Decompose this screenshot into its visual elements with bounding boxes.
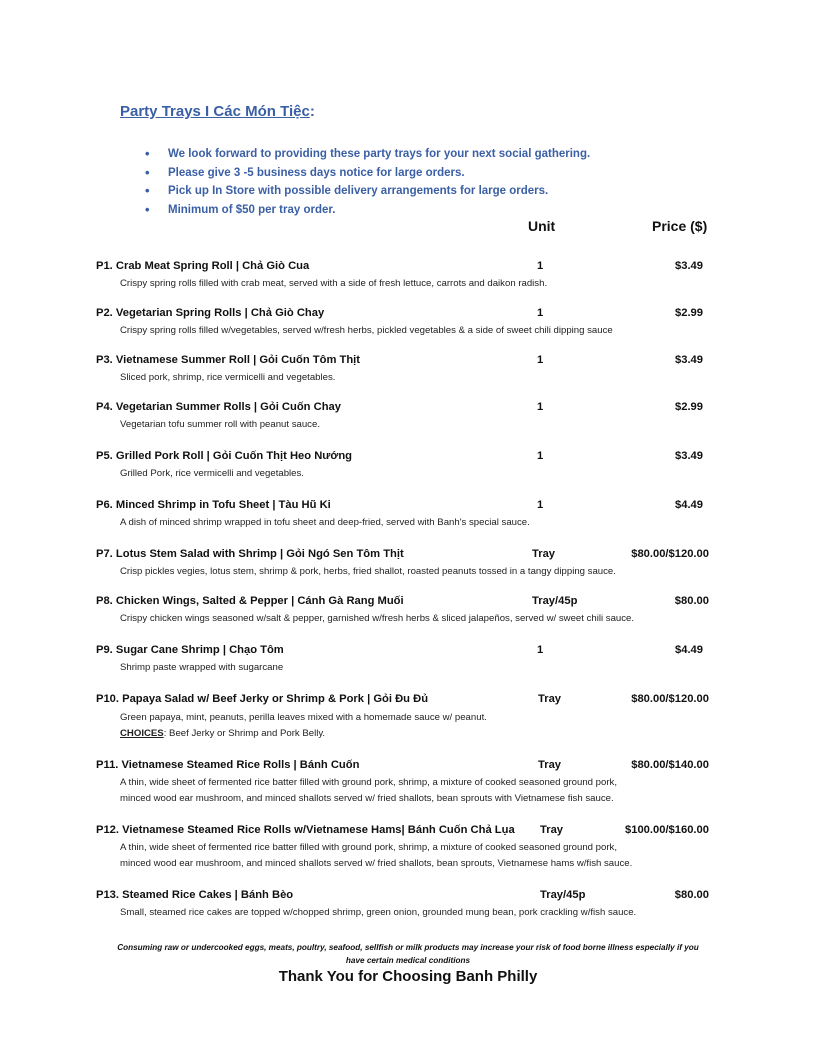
item-price: $2.99 [675, 401, 703, 413]
item-price: $4.49 [675, 499, 703, 511]
item-description: Crispy chicken wings seasoned w/salt & pepper, garnished w/fresh herbs & sliced jalapeños, served w/ sweet chili sauce. [120, 613, 635, 624]
item-description: minced wood ear mushroom, and minced shallots served w/ fried shallots, bean sprouts with Vietnamese fish sauce. [120, 793, 614, 804]
note-item: • We look forward to providing these party trays for your next social gathering. [145, 145, 590, 164]
item-unit: Tray [540, 824, 564, 836]
page-title [120, 103, 315, 120]
item-price: $3.49 [675, 260, 703, 272]
item-description: Vegetarian tofu summer roll with peanut sauce. [120, 419, 320, 430]
item-unit: 1 [537, 354, 544, 366]
item-unit: 1 [537, 499, 544, 511]
item-description: A thin, wide sheet of fermented rice batter filled with ground pork, shrimp, a mixture of cooked seasoned ground pork, [120, 842, 618, 853]
item-name: P3. Vietnamese Summer Roll | Gỏi Cuốn Tôm Thịt [96, 354, 361, 366]
item-description: A dish of minced shrimp wrapped in tofu sheet and deep-fried, served with Banh's special sauce. [120, 517, 530, 528]
notes-list [145, 145, 590, 219]
price-column-header: Price ($) [652, 218, 708, 234]
item-description: Sliced pork, shrimp, rice vermicelli and vegetables. [120, 372, 336, 383]
item-price: $80.00 [674, 595, 709, 607]
item-name: P9. Sugar Cane Shrimp | Chạo Tôm [96, 644, 284, 656]
item-unit: Tray [532, 548, 556, 560]
page-title-colon: : [309, 103, 315, 120]
item-description: Green papaya, mint, peanuts, perilla leaves mixed with a homemade sauce w/ peanut. [120, 712, 487, 723]
item-description: A thin, wide sheet of fermented rice batter filled with ground pork, shrimp, a mixture of cooked seasoned ground pork, [120, 777, 618, 788]
health-disclaimer [90, 941, 726, 967]
item-unit: Tray/45p [532, 595, 578, 607]
item-name: P6. Minced Shrimp in Tofu Sheet | Tàu Hũ Ki [96, 499, 331, 511]
item-name: P11. Vietnamese Steamed Rice Rolls | Bánh Cuốn [96, 759, 360, 771]
item-price: $100.00/$160.00 [625, 824, 709, 836]
item-description: Shrimp paste wrapped with sugarcane [120, 662, 284, 673]
disclaimer-line: have certain medical conditions [345, 956, 471, 965]
item-price: $2.99 [675, 307, 703, 319]
item-price: $80.00 [674, 889, 709, 901]
item-unit: 1 [537, 260, 544, 272]
item-name: P13. Steamed Rice Cakes | Bánh Bèo [96, 889, 294, 901]
item-price: $80.00/$120.00 [631, 693, 709, 705]
disclaimer-line: Consuming raw or undercooked eggs, meats, poultry, seafood, sellfish or milk products may increase your risk of food borne illness especially if you [117, 943, 699, 952]
item-unit: 1 [537, 401, 544, 413]
item-description: Grilled Pork, rice vermicelli and vegetables. [120, 468, 304, 479]
item-name: P8. Chicken Wings, Salted & Pepper | Cánh Gà Rang Muối [96, 595, 404, 607]
item-name: P10. Papaya Salad w/ Beef Jerky or Shrimp & Pork | Gỏi Đu Đủ [96, 693, 429, 705]
item-name: P5. Grilled Pork Roll | Gỏi Cuốn Thịt Heo Nướng [96, 450, 352, 462]
item-name: P12. Vietnamese Steamed Rice Rolls w/Vietnamese Hams| Bánh Cuốn Chả Lụa [96, 824, 515, 836]
item-description: Crispy spring rolls filled with crab meat, served with a side of fresh lettuce, carrots and daikon radish. [120, 278, 548, 289]
item-price: $3.49 [675, 450, 703, 462]
unit-column-header: Unit [528, 218, 556, 234]
thank-you-message: Thank You for Choosing Banh Philly [278, 968, 538, 985]
page-title-text: Party Trays I Các Món Tiệc [120, 103, 310, 120]
item-unit: Tray/45p [540, 889, 586, 901]
item-name: P4. Vegetarian Summer Rolls | Gỏi Cuốn Chay [96, 401, 341, 413]
item-price: $80.00/$140.00 [631, 759, 709, 771]
item-unit: 1 [537, 450, 544, 462]
item-description: Crispy spring rolls filled w/vegetables, served w/fresh herbs, pickled vegetables & a side of sweet chili dipping sauce [120, 325, 613, 336]
item-name: P1. Crab Meat Spring Roll | Chả Giò Cua [96, 260, 310, 272]
item-description: Crisp pickles vegies, lotus stem, shrimp & pork, herbs, fried shallot, roasted peanuts tossed in a tangy dipping sauce. [120, 566, 616, 577]
item-name: P2. Vegetarian Spring Rolls | Chả Giò Chay [96, 307, 325, 319]
note-item: • Minimum of $50 per tray order. [145, 201, 590, 220]
item-unit: Tray [538, 693, 562, 705]
item-description: Small, steamed rice cakes are topped w/chopped shrimp, green onion, grounded mung bean, pork crackling w/fish sauce. [120, 907, 637, 918]
item-name: P7. Lotus Stem Salad with Shrimp | Gỏi Ngó Sen Tôm Thịt [96, 548, 404, 560]
choices-label: CHOICES [120, 728, 164, 739]
item-price: $4.49 [675, 644, 703, 656]
item-price: $80.00/$120.00 [631, 548, 709, 560]
note-item: • Please give 3 -5 business days notice for large orders. [145, 164, 590, 183]
note-item: • Pick up In Store with possible delivery arrangements for large orders. [145, 182, 590, 201]
item-choices [120, 726, 325, 742]
item-unit: 1 [537, 307, 544, 319]
item-unit: Tray [538, 759, 562, 771]
item-price: $3.49 [675, 354, 703, 366]
choices-text: : Beef Jerky or Shrimp and Pork Belly. [163, 728, 326, 739]
item-unit: 1 [537, 644, 544, 656]
item-description: minced wood ear mushroom, and minced shallots served w/ fried shallots, bean sprouts, Vietnamese hams w/fish sauce. [120, 858, 633, 869]
